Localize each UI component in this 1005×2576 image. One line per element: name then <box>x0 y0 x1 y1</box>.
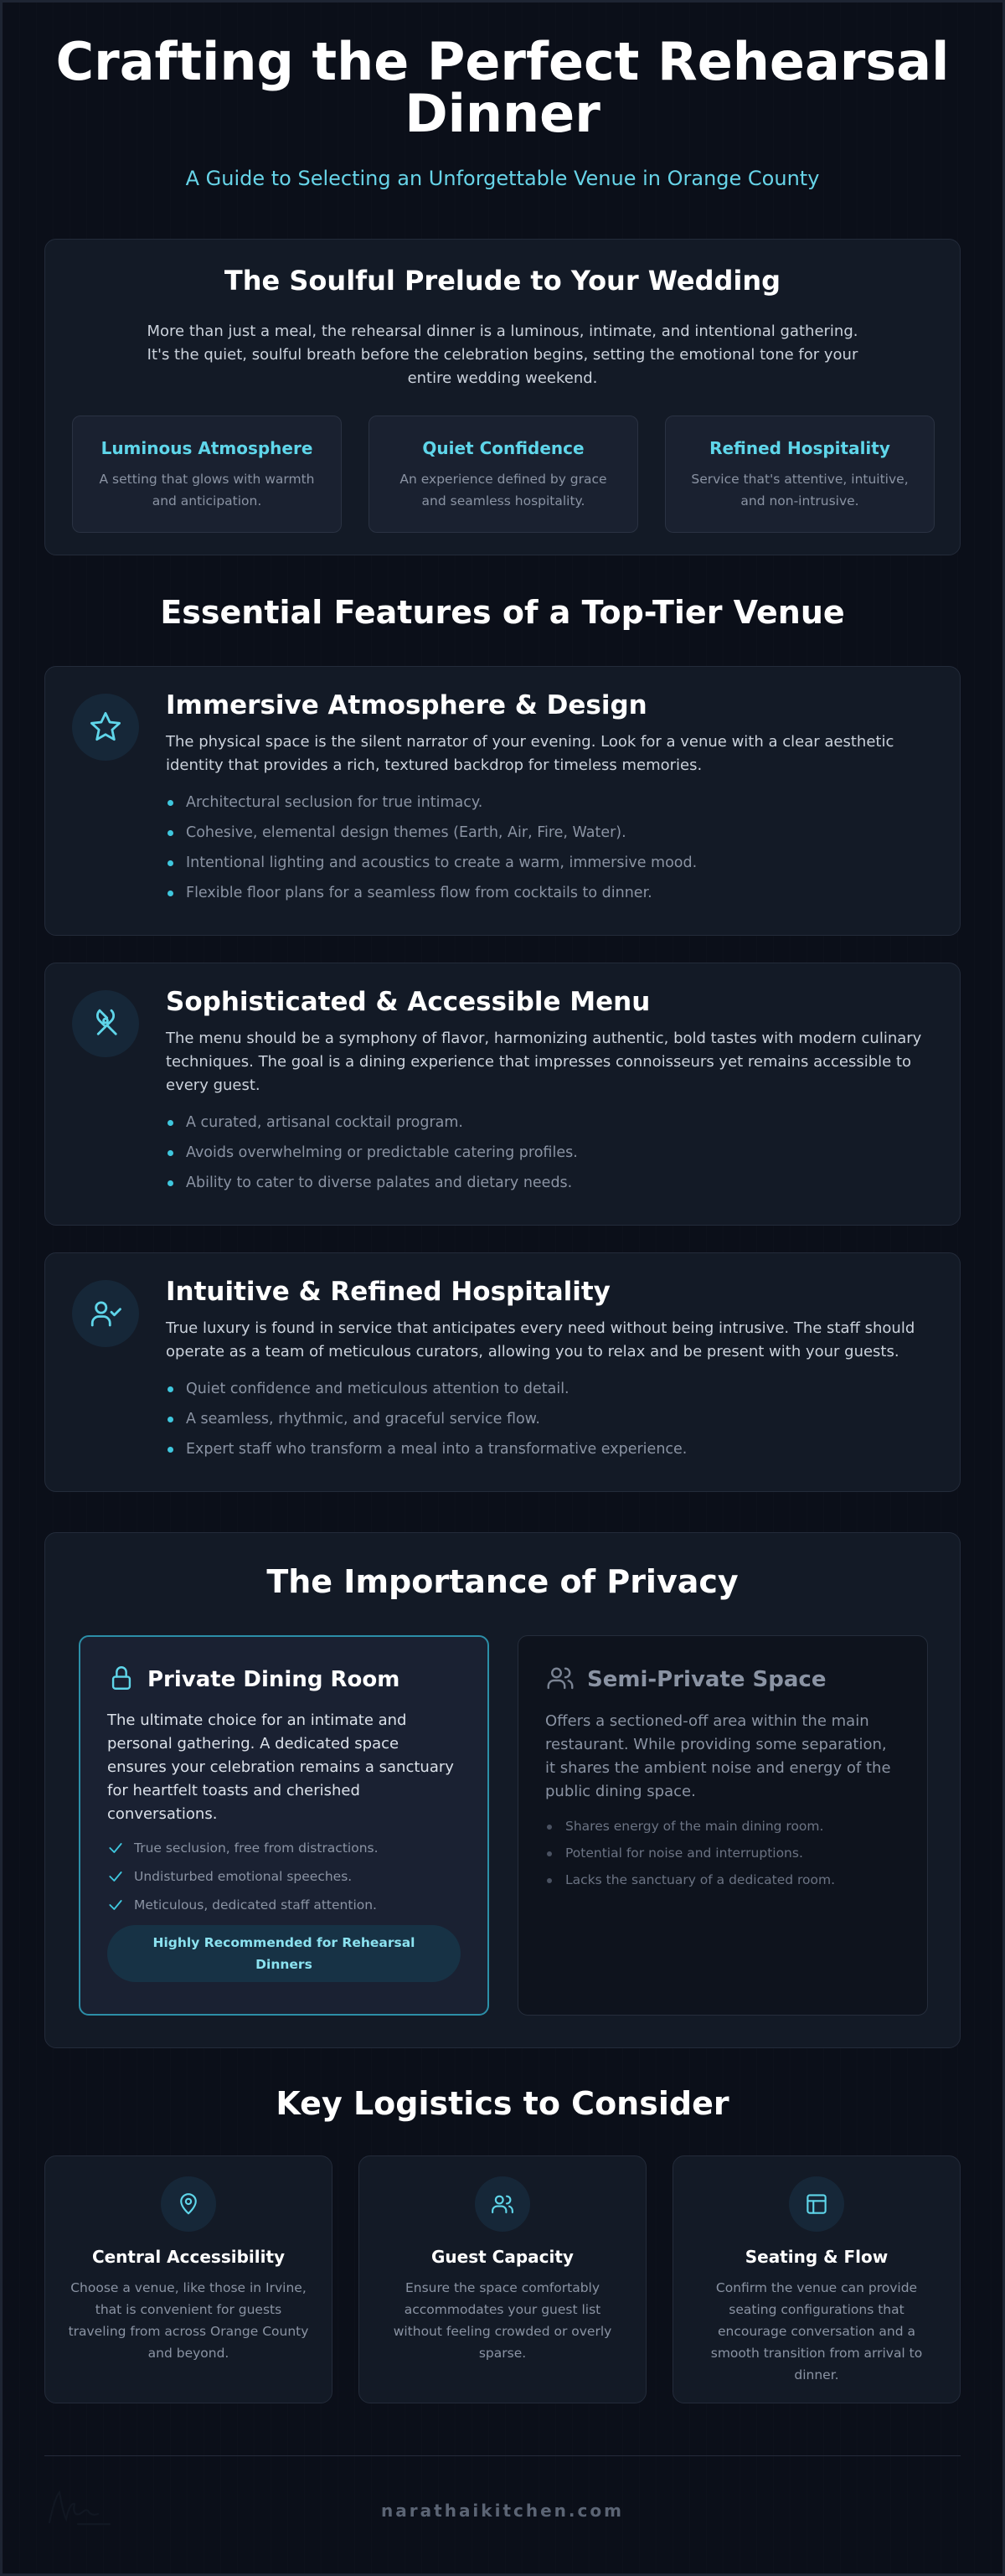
private-benefits-list <box>107 1840 461 1913</box>
list-item: Cohesive, elemental design themes (Earth, Air, Fire, Water). <box>166 823 926 843</box>
feature-description: The physical space is the silent narrator of your evening. Look for a venue with a clear aesthetic identity that provides a rich, textured backdrop for timeless memories. <box>166 733 894 774</box>
check-icon <box>107 1868 124 1885</box>
list-item: A seamless, rhythmic, and graceful service flow. <box>166 1409 926 1429</box>
prelude-card <box>44 239 961 555</box>
list-item: Quiet confidence and meticulous attention to detail. <box>166 1379 926 1399</box>
logistics-title: Guest Capacity <box>431 2247 574 2267</box>
benefit-text: True seclusion, free from distractions. <box>134 1840 379 1856</box>
pillar-title: Refined Hospitality <box>709 438 890 458</box>
lock-icon <box>107 1664 136 1696</box>
semi-drawbacks-list <box>545 1819 900 1887</box>
list-item <box>107 1840 461 1856</box>
page-subtitle: A Guide to Selecting an Unforgettable Venue in Orange County <box>185 167 820 190</box>
features-section-title: Essential Features of a Top-Tier Venue <box>160 594 845 631</box>
pillar-text: An experience defined by grace and seamless hospitality. <box>399 472 607 508</box>
footer-site[interactable]: narathaikitchen.com <box>381 2501 624 2521</box>
feature-description: True luxury is found in service that anticipates every need without being intrusive. The staff should operate as a team of meticulous curators, allowing you to relax and be present with your guests. <box>166 1319 915 1360</box>
recommended-badge: Highly Recommended for Rehearsal Dinners <box>107 1925 461 1982</box>
logistics-card-seating <box>673 2155 961 2403</box>
list-item: Ability to cater to diverse palates and dietary needs. <box>166 1173 926 1193</box>
feature-card-menu <box>44 963 961 1226</box>
check-icon <box>107 1897 124 1913</box>
layout-icon <box>789 2176 844 2232</box>
list-item: Avoids overwhelming or predictable catering profiles. <box>166 1143 926 1163</box>
pillar-refined-hospitality <box>665 416 935 533</box>
check-icon <box>107 1840 124 1856</box>
pillars <box>72 416 933 533</box>
logistics-title: Seating & Flow <box>745 2247 889 2267</box>
list-item: Potential for noise and interruptions. <box>545 1846 900 1861</box>
utensils-icon <box>72 990 139 1057</box>
privacy-card <box>44 1532 961 2048</box>
page-title: Crafting the Perfect Rehearsal Dinner <box>55 31 950 144</box>
list-item <box>107 1868 461 1885</box>
privacy-title: The Importance of Privacy <box>266 1563 739 1600</box>
private-dining-option <box>79 1635 489 2016</box>
logistics-card-accessibility <box>44 2155 332 2403</box>
benefit-text: Undisturbed emotional speeches. <box>134 1869 353 1884</box>
pillar-title: Quiet Confidence <box>422 438 585 458</box>
pillar-title: Luminous Atmosphere <box>100 438 313 458</box>
prelude-title: The Soulful Prelude to Your Wedding <box>224 265 781 297</box>
map-pin-icon <box>161 2176 216 2232</box>
user-check-icon <box>72 1280 139 1347</box>
feature-bullet-list <box>166 792 926 903</box>
private-option-title: Private Dining Room <box>147 1667 400 1692</box>
feature-card-hospitality <box>44 1252 961 1492</box>
footer-divider <box>44 2455 961 2456</box>
feature-description: The menu should be a symphony of flavor, harmonizing authentic, bold tastes with modern culinary techniques. The goal is a dining experience that impresses connoisseurs yet remains accessible to every guest. <box>166 1030 922 1094</box>
list-item <box>107 1897 461 1913</box>
feature-bullet-list <box>166 1112 926 1193</box>
list-item: Shares energy of the main dining room. <box>545 1819 900 1834</box>
feature-card-atmosphere <box>44 666 961 936</box>
list-item: Intentional lighting and acoustics to create a warm, immersive mood. <box>166 853 926 873</box>
logistics-title: Central Accessibility <box>91 2247 286 2267</box>
feature-title: Immersive Atmosphere & Design <box>166 690 647 720</box>
list-item: Expert staff who transform a meal into a transformative experience. <box>166 1439 926 1459</box>
benefit-text: Meticulous, dedicated staff attention. <box>134 1897 377 1913</box>
list-item: Flexible floor plans for a seamless flow from cocktails to dinner. <box>166 883 926 903</box>
star-icon <box>72 694 139 761</box>
list-item: Lacks the sanctuary of a dedicated room. <box>545 1872 900 1887</box>
list-item: A curated, artisanal cocktail program. <box>166 1112 926 1133</box>
feature-bullet-list <box>166 1379 926 1459</box>
logistics-text: Choose a venue, like those in Irvine, that is convenient for guests traveling from across Orange County and beyond. <box>68 2280 309 2361</box>
semi-option-title: Semi-Private Space <box>587 1667 827 1692</box>
feature-title: Intuitive & Refined Hospitality <box>166 1277 611 1307</box>
users-icon <box>475 2176 530 2232</box>
semi-private-option <box>518 1635 928 2016</box>
logistics-text: Ensure the space comfortably accommodates your guest list without feeling crowded or overly sparse. <box>393 2280 612 2361</box>
prelude-intro: More than just a meal, the rehearsal dinner is a luminous, intimate, and intentional gathering. It's the quiet, soulful breath before the celebration begins, setting the emotional tone for your entire wedding weekend. <box>147 323 858 387</box>
infographic-page <box>3 3 1002 2573</box>
list-item: Architectural seclusion for true intimacy. <box>166 792 926 813</box>
users-icon <box>545 1663 575 1696</box>
pillar-text: Service that's attentive, intuitive, and non-intrusive. <box>691 472 909 508</box>
semi-option-description: Offers a sectioned-off area within the main restaurant. While providing some separation, it shares the ambient noise and energy of the public dining space. <box>545 1712 891 1800</box>
pillar-luminous-atmosphere <box>72 416 342 533</box>
hero <box>3 3 1002 190</box>
pillar-text: A setting that glows with warmth and anticipation. <box>99 472 315 508</box>
feature-title: Sophisticated & Accessible Menu <box>166 987 651 1017</box>
logistics-section-title: Key Logistics to Consider <box>276 2085 729 2122</box>
private-option-description: The ultimate choice for an intimate and personal gathering. A dedicated space ensures your celebration remains a sanctuary for heartfelt toasts and cherished conversations. <box>107 1711 454 1823</box>
logistics-text: Confirm the venue can provide seating configurations that encourage conversation and a smooth transition from arrival to dinner. <box>710 2280 923 2382</box>
logistics-card-capacity <box>358 2155 647 2403</box>
pillar-quiet-confidence <box>368 416 638 533</box>
